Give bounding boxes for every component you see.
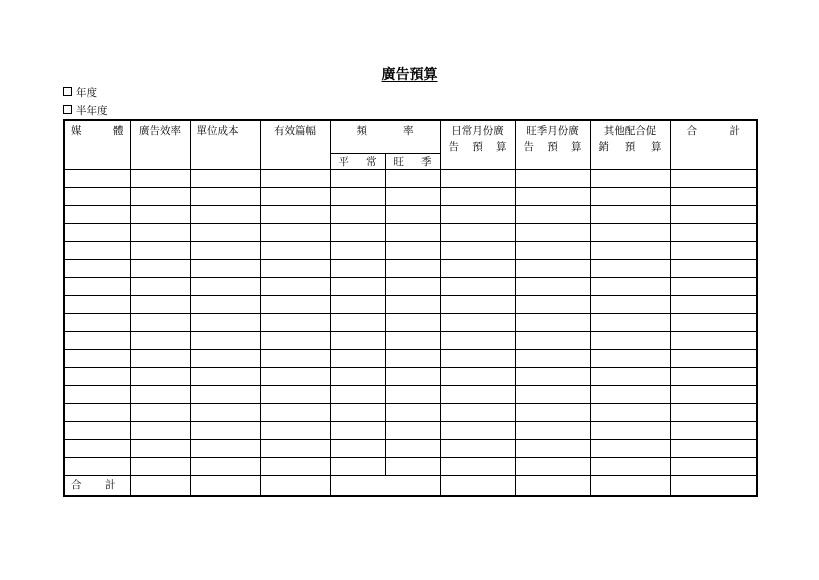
table-cell[interactable] — [590, 422, 670, 440]
table-cell[interactable] — [190, 260, 260, 278]
table-cell[interactable] — [385, 170, 440, 188]
table-row — [64, 386, 757, 404]
table-cell[interactable] — [130, 440, 190, 458]
table-cell[interactable] — [515, 350, 590, 368]
table-cell[interactable] — [385, 206, 440, 224]
table-cell[interactable] — [670, 350, 757, 368]
table-cell[interactable] — [260, 296, 330, 314]
table-cell[interactable] — [64, 458, 130, 476]
table-cell[interactable] — [385, 278, 440, 296]
table-cell[interactable] — [330, 350, 385, 368]
table-cell[interactable] — [130, 206, 190, 224]
table-cell[interactable] — [515, 422, 590, 440]
table-cell[interactable] — [330, 476, 440, 497]
header-other-promo-budget: 其他配合促 銷 預 算 — [590, 120, 670, 170]
table-cell[interactable] — [130, 350, 190, 368]
table-cell[interactable] — [590, 260, 670, 278]
table-cell[interactable] — [130, 404, 190, 422]
table-cell[interactable] — [385, 422, 440, 440]
table-cell[interactable] — [64, 386, 130, 404]
table-cell[interactable] — [130, 422, 190, 440]
table-cell[interactable] — [515, 242, 590, 260]
table-cell[interactable] — [440, 314, 515, 332]
table-cell[interactable] — [260, 458, 330, 476]
table-cell[interactable] — [190, 368, 260, 386]
table-row — [64, 440, 757, 458]
option-annual[interactable] — [63, 86, 97, 100]
table-cell[interactable] — [670, 278, 757, 296]
table-cell[interactable] — [590, 206, 670, 224]
table-cell[interactable] — [385, 242, 440, 260]
table-cell[interactable] — [330, 458, 385, 476]
table-row — [64, 242, 757, 260]
table-cell[interactable] — [64, 350, 130, 368]
table-cell[interactable] — [260, 206, 330, 224]
table-row — [64, 278, 757, 296]
table-cell[interactable] — [330, 170, 385, 188]
option-semiannual[interactable] — [63, 104, 108, 118]
table-cell[interactable] — [190, 476, 260, 497]
table-cell[interactable] — [515, 170, 590, 188]
table-cell[interactable] — [330, 440, 385, 458]
table-cell[interactable] — [515, 260, 590, 278]
table-cell[interactable] — [385, 332, 440, 350]
table-cell[interactable] — [515, 332, 590, 350]
table-cell[interactable] — [385, 386, 440, 404]
table-cell[interactable] — [515, 188, 590, 206]
table-cell[interactable] — [515, 458, 590, 476]
table-cell[interactable] — [130, 170, 190, 188]
table-cell[interactable] — [64, 278, 130, 296]
table-cell[interactable] — [190, 278, 260, 296]
header-ad-effect: 廣告效率 — [130, 120, 190, 170]
total-row-label: 合 計 — [64, 476, 130, 497]
table-cell[interactable] — [190, 242, 260, 260]
page-title: 廣告預算 — [381, 67, 438, 83]
table-row — [64, 188, 757, 206]
table-cell[interactable] — [190, 206, 260, 224]
table-cell[interactable] — [190, 350, 260, 368]
table-cell[interactable] — [440, 404, 515, 422]
table-cell[interactable] — [130, 242, 190, 260]
table-cell[interactable] — [440, 296, 515, 314]
table-cell[interactable] — [64, 440, 130, 458]
table-cell[interactable] — [64, 188, 130, 206]
table-cell[interactable] — [260, 404, 330, 422]
table-cell[interactable] — [330, 386, 385, 404]
table-cell[interactable] — [190, 458, 260, 476]
table-cell[interactable] — [260, 224, 330, 242]
table-cell[interactable] — [440, 350, 515, 368]
table-cell[interactable] — [515, 314, 590, 332]
table-cell[interactable] — [590, 242, 670, 260]
table-cell[interactable] — [64, 368, 130, 386]
total-row — [64, 476, 757, 497]
table-cell[interactable] — [440, 188, 515, 206]
header-media: 媒 體 — [64, 120, 130, 170]
table-cell[interactable] — [190, 314, 260, 332]
table-cell[interactable] — [385, 458, 440, 476]
table-cell[interactable] — [670, 314, 757, 332]
table-cell[interactable] — [440, 368, 515, 386]
table-cell[interactable] — [515, 224, 590, 242]
table-cell[interactable] — [130, 458, 190, 476]
table-cell[interactable] — [515, 296, 590, 314]
table-cell[interactable] — [440, 278, 515, 296]
table-cell[interactable] — [670, 296, 757, 314]
table-cell[interactable] — [330, 224, 385, 242]
table-cell[interactable] — [130, 314, 190, 332]
table-cell[interactable] — [590, 278, 670, 296]
table-cell[interactable] — [190, 332, 260, 350]
table-cell[interactable] — [130, 278, 190, 296]
table-cell[interactable] — [590, 224, 670, 242]
table-cell[interactable] — [385, 440, 440, 458]
table-cell[interactable] — [440, 260, 515, 278]
table-cell[interactable] — [130, 476, 190, 497]
table-row — [64, 260, 757, 278]
table-cell[interactable] — [670, 404, 757, 422]
header-valid-pages: 有效篇幅 — [260, 120, 330, 170]
table-cell[interactable] — [130, 386, 190, 404]
table-cell[interactable] — [515, 476, 590, 497]
table-cell[interactable] — [330, 206, 385, 224]
table-cell[interactable] — [260, 170, 330, 188]
table-cell[interactable] — [515, 278, 590, 296]
table-cell[interactable] — [670, 332, 757, 350]
ad-budget-table — [63, 119, 758, 497]
table-cell[interactable] — [260, 350, 330, 368]
table-row — [64, 314, 757, 332]
table-cell[interactable] — [440, 170, 515, 188]
semiannual-checkbox[interactable] — [63, 105, 72, 114]
header-frequency-normal: 平 常 — [330, 154, 385, 170]
table-cell[interactable] — [64, 314, 130, 332]
table-row — [64, 404, 757, 422]
table-cell[interactable] — [130, 224, 190, 242]
table-cell[interactable] — [190, 422, 260, 440]
header-daily-budget: 日常月份廣 告 預 算 — [440, 120, 515, 170]
table-cell[interactable] — [670, 476, 757, 497]
header-row — [64, 120, 757, 154]
table-cell[interactable] — [385, 350, 440, 368]
table-cell[interactable] — [190, 386, 260, 404]
table-cell[interactable] — [330, 278, 385, 296]
table-cell[interactable] — [670, 206, 757, 224]
table-cell[interactable] — [260, 440, 330, 458]
table-cell[interactable] — [670, 458, 757, 476]
table-cell[interactable] — [515, 404, 590, 422]
table-cell[interactable] — [260, 260, 330, 278]
table-cell[interactable] — [130, 296, 190, 314]
table-cell[interactable] — [64, 242, 130, 260]
table-cell[interactable] — [260, 278, 330, 296]
table-cell[interactable] — [330, 368, 385, 386]
table-row — [64, 332, 757, 350]
table-cell[interactable] — [330, 422, 385, 440]
table-cell[interactable] — [190, 170, 260, 188]
table-row — [64, 296, 757, 314]
table-cell[interactable] — [385, 260, 440, 278]
table-cell[interactable] — [670, 368, 757, 386]
table-row — [64, 224, 757, 242]
table-cell[interactable] — [590, 296, 670, 314]
table-row — [64, 458, 757, 476]
table-cell[interactable] — [515, 386, 590, 404]
table-cell[interactable] — [670, 260, 757, 278]
table-cell[interactable] — [260, 242, 330, 260]
table-cell[interactable] — [260, 476, 330, 497]
table-cell[interactable] — [260, 386, 330, 404]
table-cell[interactable] — [130, 188, 190, 206]
table-body — [64, 170, 757, 476]
table-cell[interactable] — [330, 314, 385, 332]
header-frequency-peak: 旺 季 — [385, 154, 440, 170]
table-cell[interactable] — [590, 440, 670, 458]
table-cell[interactable] — [440, 206, 515, 224]
table-cell[interactable] — [670, 386, 757, 404]
annual-checkbox[interactable] — [63, 87, 72, 96]
table-cell[interactable] — [590, 170, 670, 188]
table-cell[interactable] — [190, 440, 260, 458]
table-cell[interactable] — [515, 206, 590, 224]
table-cell[interactable] — [64, 260, 130, 278]
table-cell[interactable] — [385, 224, 440, 242]
table-cell[interactable] — [440, 332, 515, 350]
table-cell[interactable] — [590, 332, 670, 350]
table-cell[interactable] — [130, 368, 190, 386]
table-row — [64, 350, 757, 368]
table-cell[interactable] — [260, 422, 330, 440]
header-unit-cost: 單位成本 — [190, 120, 260, 170]
table-cell[interactable] — [440, 476, 515, 497]
table-cell[interactable] — [130, 332, 190, 350]
table-cell[interactable] — [440, 422, 515, 440]
table-cell[interactable] — [670, 188, 757, 206]
table-cell[interactable] — [385, 188, 440, 206]
table-cell[interactable] — [64, 170, 130, 188]
table-cell[interactable] — [440, 386, 515, 404]
table-cell[interactable] — [260, 332, 330, 350]
table-row — [64, 206, 757, 224]
table-cell[interactable] — [64, 296, 130, 314]
table-cell[interactable] — [590, 476, 670, 497]
table-cell[interactable] — [515, 440, 590, 458]
table-row — [64, 170, 757, 188]
table-cell[interactable] — [440, 242, 515, 260]
table-cell[interactable] — [385, 314, 440, 332]
table-cell[interactable] — [190, 224, 260, 242]
annual-label: 年度 — [76, 87, 97, 99]
table-cell[interactable] — [64, 404, 130, 422]
header-peak-budget: 旺季月份廣 告 預 算 — [515, 120, 590, 170]
table-cell[interactable] — [330, 332, 385, 350]
table-cell[interactable] — [64, 206, 130, 224]
table-cell[interactable] — [515, 368, 590, 386]
table-cell[interactable] — [64, 332, 130, 350]
table-cell[interactable] — [190, 404, 260, 422]
table-cell[interactable] — [440, 458, 515, 476]
table-cell[interactable] — [330, 242, 385, 260]
table-cell[interactable] — [590, 404, 670, 422]
table-cell[interactable] — [190, 296, 260, 314]
table-cell[interactable] — [590, 386, 670, 404]
table-cell[interactable] — [260, 188, 330, 206]
table-cell[interactable] — [440, 440, 515, 458]
table-row — [64, 422, 757, 440]
header-total: 合 計 — [670, 120, 757, 170]
table-cell[interactable] — [260, 314, 330, 332]
semiannual-label: 半年度 — [76, 105, 108, 117]
table-cell[interactable] — [670, 422, 757, 440]
table-cell[interactable] — [670, 170, 757, 188]
table-cell[interactable] — [670, 224, 757, 242]
table-cell[interactable] — [330, 260, 385, 278]
table-cell[interactable] — [64, 224, 130, 242]
table-cell[interactable] — [590, 350, 670, 368]
table-cell[interactable] — [590, 314, 670, 332]
table-cell[interactable] — [330, 404, 385, 422]
header-frequency: 頻 率 — [330, 120, 440, 154]
table-cell[interactable] — [130, 260, 190, 278]
table-cell[interactable] — [330, 188, 385, 206]
table-cell[interactable] — [670, 440, 757, 458]
table-cell[interactable] — [440, 224, 515, 242]
table-cell[interactable] — [590, 458, 670, 476]
table-cell[interactable] — [330, 296, 385, 314]
table-cell[interactable] — [260, 368, 330, 386]
table-cell[interactable] — [385, 368, 440, 386]
table-cell[interactable] — [670, 242, 757, 260]
table-row — [64, 368, 757, 386]
table-cell[interactable] — [590, 188, 670, 206]
table-cell[interactable] — [190, 188, 260, 206]
table-cell[interactable] — [64, 422, 130, 440]
table-cell[interactable] — [590, 368, 670, 386]
table-cell[interactable] — [385, 296, 440, 314]
table-cell[interactable] — [385, 404, 440, 422]
